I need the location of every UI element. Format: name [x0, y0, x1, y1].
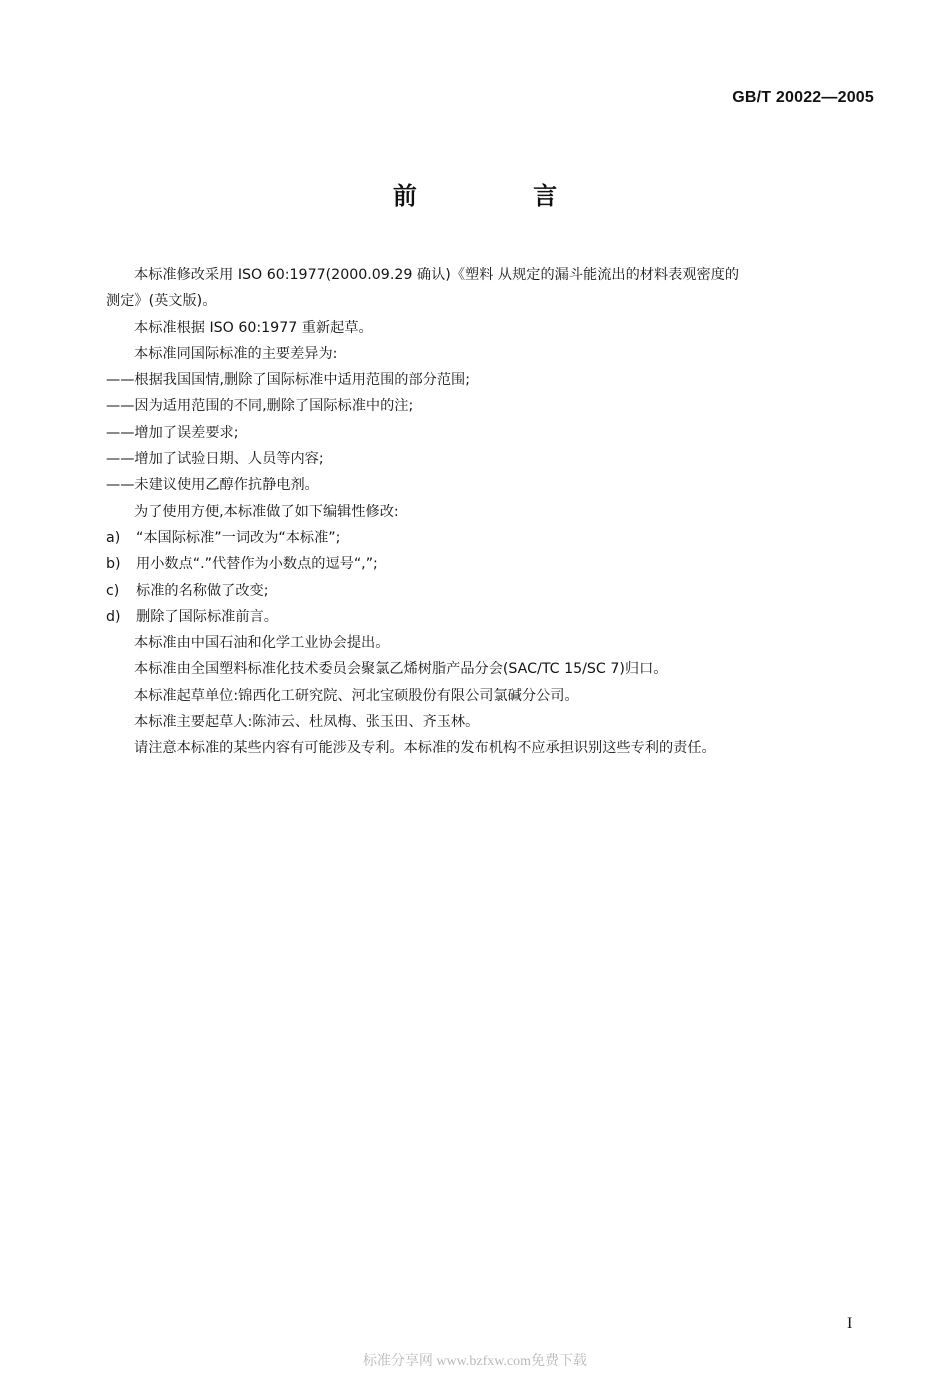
difference-item: ——增加了误差要求; — [106, 424, 239, 441]
edit-item-text: “本国际标准”一词改为“本标准”; — [136, 529, 341, 546]
edit-item-text: 删除了国际标准前言。 — [136, 608, 278, 625]
paragraph-adoption-line1: 本标准修改采用 ISO 60:1977(2000.09.29 确认)《塑料 从规定的漏斗能流出的材料表观密度的 — [134, 267, 740, 283]
standard-number: GB/T 20022—2005 — [732, 89, 874, 106]
paragraph-differences-intro: 本标准同国际标准的主要差异为: — [134, 345, 338, 362]
watermark: 标准分享网 www.bzfxw.com免费下载 — [362, 1354, 588, 1369]
paragraph-drafting-units: 本标准起草单位:锦西化工研究院、河北宝硕股份有限公司氯碱分公司。 — [134, 687, 579, 704]
paragraph-edits-intro: 为了使用方便,本标准做了如下编辑性修改: — [134, 503, 399, 520]
paragraph-proposer: 本标准由中国石油和化学工业协会提出。 — [134, 635, 390, 652]
difference-item: ——因为适用范围的不同,删除了国际标准中的注; — [106, 398, 414, 415]
edit-item — [106, 604, 878, 630]
edit-item-text: 用小数点“.”代替作为小数点的逗号“,”; — [136, 556, 378, 573]
page-title: 前 言 — [392, 182, 612, 210]
paragraph-patent-notice: 请注意本标准的某些内容有可能涉及专利。本标准的发布机构不应承担识别这些专利的责任。 — [134, 740, 716, 757]
difference-item: ——未建议使用乙醇作抗静电剂。 — [106, 477, 319, 494]
edit-item-marker: c) — [106, 582, 120, 599]
paragraph-redrafted: 本标准根据 ISO 60:1977 重新起草。 — [134, 319, 373, 336]
page-number: I — [847, 1315, 853, 1332]
paragraph-adoption-line2: 测定》(英文版)。 — [106, 293, 217, 310]
edit-item — [106, 551, 878, 577]
difference-item: ——增加了试验日期、人员等内容; — [106, 451, 324, 468]
edit-item-marker: d) — [106, 608, 121, 625]
edit-item-text: 标准的名称做了改变; — [136, 582, 269, 599]
paragraph-drafters: 本标准主要起草人:陈沛云、杜凤梅、张玉田、齐玉林。 — [134, 714, 480, 731]
difference-item: ——根据我国国情,删除了国际标准中适用范围的部分范围; — [106, 372, 470, 389]
paragraph-technical-committee: 本标准由全国塑料标准化技术委员会聚氯乙烯树脂产品分会(SAC/TC 15/SC 7)归口。 — [134, 661, 668, 678]
edit-item-marker: b) — [106, 556, 121, 573]
edit-item-marker: a) — [106, 529, 121, 546]
edit-item — [106, 578, 878, 604]
foreword-body — [106, 262, 878, 762]
edit-item — [106, 525, 878, 551]
